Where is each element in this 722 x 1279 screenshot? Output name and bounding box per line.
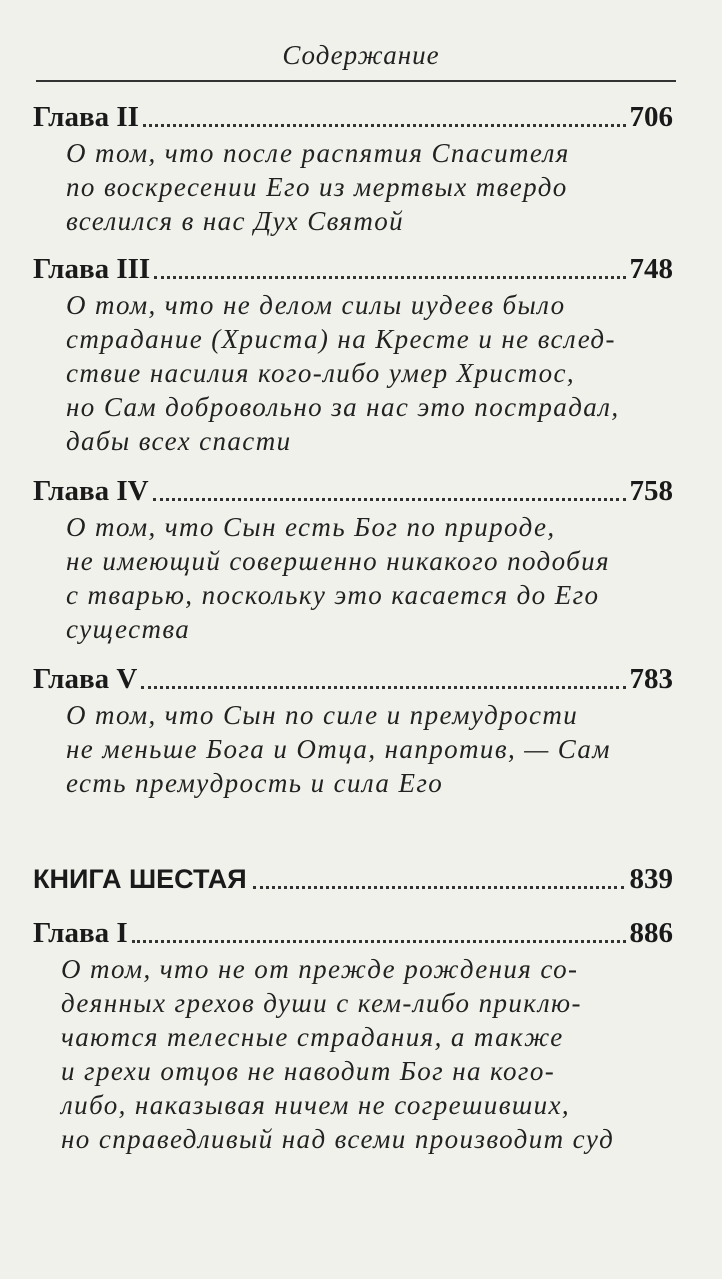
page-number: 748 bbox=[629, 253, 673, 285]
description-line: О том, что после распятия Спасителя bbox=[66, 138, 570, 168]
description-line: дабы всех спасти bbox=[66, 426, 292, 456]
header-rule bbox=[36, 80, 676, 82]
chapter-label: Глава IV bbox=[33, 475, 149, 507]
chapter-description bbox=[66, 136, 673, 238]
page-number: 758 bbox=[629, 475, 673, 507]
chapter-label: Глава I bbox=[33, 917, 128, 949]
description-line: и грехи отцов не наводит Бог на кого- bbox=[61, 1056, 556, 1086]
description-line: О том, что не делом силы иудеев было bbox=[66, 290, 566, 320]
chapter-description bbox=[66, 698, 673, 800]
dot-leader bbox=[132, 940, 626, 943]
toc-entry-heading bbox=[33, 474, 673, 508]
chapter-label: Глава III bbox=[33, 253, 151, 285]
description-line: О том, что Сын есть Бог по природе, bbox=[66, 512, 556, 542]
description-line: не меньше Бога и Отца, напротив, — Сам bbox=[66, 734, 611, 764]
description-line: вселился в нас Дух Святой bbox=[66, 206, 405, 236]
book-label: КНИГА ШЕСТАЯ bbox=[33, 864, 247, 894]
chapter-label: Глава II bbox=[33, 101, 139, 133]
description-line: не имеющий совершенно никакого подобия bbox=[66, 546, 610, 576]
page-number: 886 bbox=[629, 917, 673, 949]
dot-leader bbox=[154, 276, 625, 279]
toc-entry-heading bbox=[33, 916, 673, 950]
chapter-description bbox=[66, 288, 673, 458]
description-line: страдание (Христа) на Кресте и не вслед- bbox=[66, 324, 616, 354]
running-head: Содержание bbox=[282, 40, 440, 70]
description-line: либо, наказывая ничем не согрешивших, bbox=[61, 1090, 571, 1120]
dot-leader bbox=[141, 686, 625, 689]
toc-entry[interactable] bbox=[33, 916, 673, 1156]
chapter-description bbox=[61, 952, 673, 1156]
description-line: с тварью, поскольку это касается до Его bbox=[66, 580, 600, 610]
description-line: но Сам добровольно за нас это пострадал, bbox=[66, 392, 620, 422]
book-heading bbox=[33, 862, 673, 896]
dot-leader bbox=[143, 124, 626, 127]
dot-leader bbox=[153, 498, 626, 501]
description-line: но справедливый над всеми производит суд bbox=[61, 1124, 615, 1154]
description-line: чаются телесные страдания, а также bbox=[61, 1022, 564, 1052]
description-line: ствие насилия кого-либо умер Христос, bbox=[66, 358, 576, 388]
table-of-contents bbox=[33, 92, 673, 1156]
description-line: О том, что Сын по силе и премудрости bbox=[66, 700, 579, 730]
description-line: деянных грехов души с кем-либо приклю- bbox=[61, 988, 582, 1018]
description-line: существа bbox=[66, 614, 191, 644]
description-line: есть премудрость и сила Его bbox=[66, 768, 444, 798]
dot-leader bbox=[253, 886, 624, 889]
page-number: 783 bbox=[629, 663, 673, 695]
description-line: О том, что не от прежде рождения со- bbox=[61, 954, 579, 984]
toc-entry-heading bbox=[33, 662, 673, 696]
toc-entry[interactable] bbox=[33, 252, 673, 458]
toc-entry[interactable] bbox=[33, 100, 673, 238]
chapter-label: Глава V bbox=[33, 663, 138, 695]
toc-entry-heading bbox=[33, 100, 673, 134]
toc-entry[interactable] bbox=[33, 474, 673, 646]
toc-book-entry[interactable] bbox=[33, 862, 673, 896]
page-number: 839 bbox=[629, 863, 673, 895]
page-number: 706 bbox=[629, 101, 673, 133]
chapter-description bbox=[66, 510, 673, 646]
toc-entry-heading bbox=[33, 252, 673, 286]
description-line: по воскресении Его из мертвых твердо bbox=[66, 172, 568, 202]
toc-entry[interactable] bbox=[33, 662, 673, 800]
